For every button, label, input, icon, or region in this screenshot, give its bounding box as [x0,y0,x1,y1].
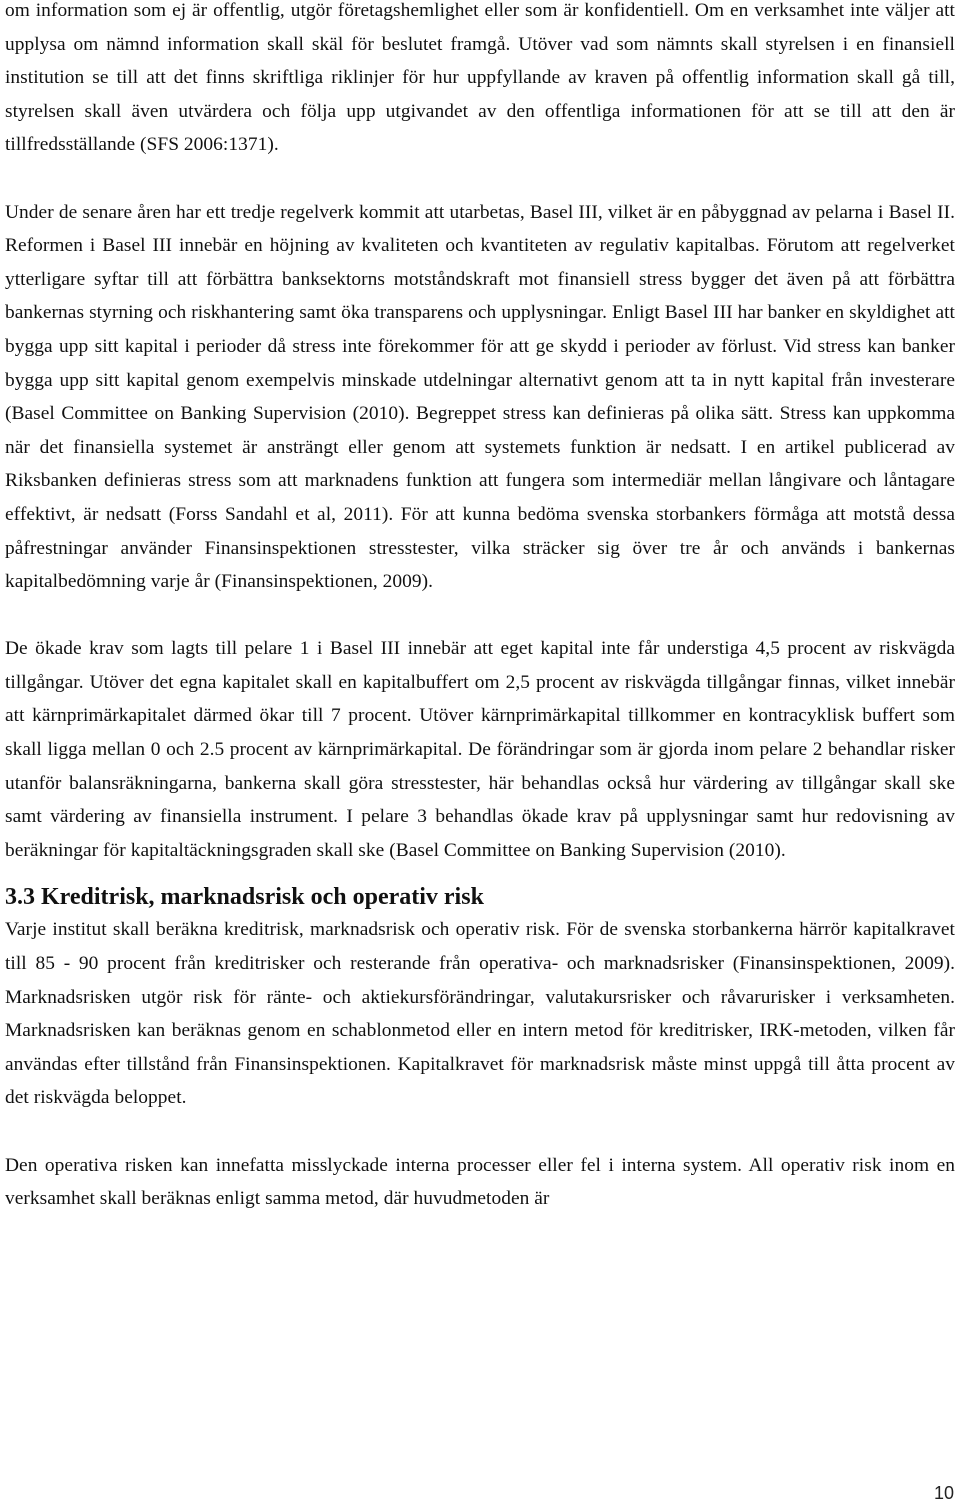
paragraph-spacer [5,162,955,196]
paragraph-spacer [5,599,955,633]
paragraph-basel-iii: Under de senare åren har ett tredje regelverk kommit att utarbetas, Basel III, vilket är en påbyggnad av pelarna i Basel II. Reformen i Basel III innebär en höjning av kvaliteten och kvantiteten av regulativ kapitalbas. Förutom att regelverket ytterligare syftar till att förbättra banksektorns motståndskraft mot finansiell stress bygger det även på att förbättra bankernas styrning och riskhantering samt öka transparens och upplysningar. Enligt Basel III har banker en skyldighet att bygga upp sitt kapital i perioder då stress inte förekommer för att ge skydd i perioder av förlust. Vid stress kan banker bygga upp sitt kapital genom exempelvis minskade utdelningar alternativt genom att ta in nytt kapital från investerare (Basel Committee on Banking Supervision (2010). Begreppet stress kan definieras på olika sätt. Stress kan uppkomma när det finansiella systemet är ansträngt eller genom att systemets funktion är nedsatt. I en artikel publicerad av Riksbanken definieras stress som att marknadens funktion att fungera som intermediär mellan långivare och låntagare effektivt, är nedsatt (Forss Sandahl et al, 2011). För att kunna bedöma svenska storbankers förmåga att motstå dessa påfrestningar använder Finansinspektionen stresstester, vilka sträcker sig över tre år och används i bankernas kapitalbedömning varje år (Finansinspektionen, 2009). [5,201,955,593]
paragraph-spacer [5,1115,955,1149]
paragraph-pillar-requirements: De ökade krav som lagts till pelare 1 i Basel III innebär att eget kapital inte får understiga 4,5 procent av riskvägda tillgångar. Utöver det egna kapitalet skall en kapitalbuffert om 2,5 procent av riskvägda tillgångar finnas, vilket innebär att kärnprimärkapitalet därmed ökar till 7 procent. Utöver kärnprimärkapital tillkommer en kontracyklisk buffert som skall ligga mellan 0 och 2.5 procent av kärnprimärkapital. De förändringar som är gjorda inom pelare 2 behandlar risker utanför balansräkningarna, bankerna skall göra stresstester, här behandlas också hur värdering av tillgångar skall ske samt värdering av finansiella instrument. I pelare 3 behandlas ökade krav på upplysningar samt hur redovisning av beräkningar för kapitaltäckningsgraden skall ske (Basel Committee on Banking Supervision (2010). [5,638,955,861]
section-number: 3.3 [5,884,35,911]
section-title: Kreditrisk, marknadsrisk och operativ risk [41,884,484,911]
paragraph-risk-calculation: Varje institut skall beräkna kreditrisk, marknadsrisk och operativ risk. För de svenska storbankerna härrör kapitalkravet till 85 - 90 procent från kreditrisker och resterande från operativa- och marknadsrisker (Finansinspektionen, 2009). Marknadsrisken utgör risk för ränte- och aktiekursförändringar, valutakursrisker och råvarurisker i verksamheten. Marknadsrisken kan beräknas genom en schablonmetod eller en intern metod för kreditrisker, IRK-metoden, vilken får användas efter tillstånd från Finansinspektionen. Kapitalkravet för marknadsrisk måste minst uppgå till åtta procent av det riskvägda beloppet. [5,919,955,1109]
paragraph-operational-risk: Den operativa risken kan innefatta misslyckade interna processer eller fel i interna system. All operativ risk inom en verksamhet skall beräknas enligt samma metod, där huvudmetoden är [5,1154,955,1210]
section-heading [5,881,955,913]
document-page [5,0,955,1216]
page-number: 10 [933,1483,954,1503]
paragraph-public-information: om information som ej är offentlig, utgör företagshemlighet eller som är konfidentiell. Om en verksamhet inte väljer att upplysa om nämnd information skall skäl för beslutet framgå. Utöver vad som nämnts skall styrelsen i en finansiell institution se till att det finns skriftliga riklinjer för hur uppfyllande av kraven på offentlig information skall gå till, styrelsen skall även utvärdera och följa upp utgivandet av den offentliga informationen för att se till att den är tillfredsställande (SFS 2006:1371). [5,0,955,156]
